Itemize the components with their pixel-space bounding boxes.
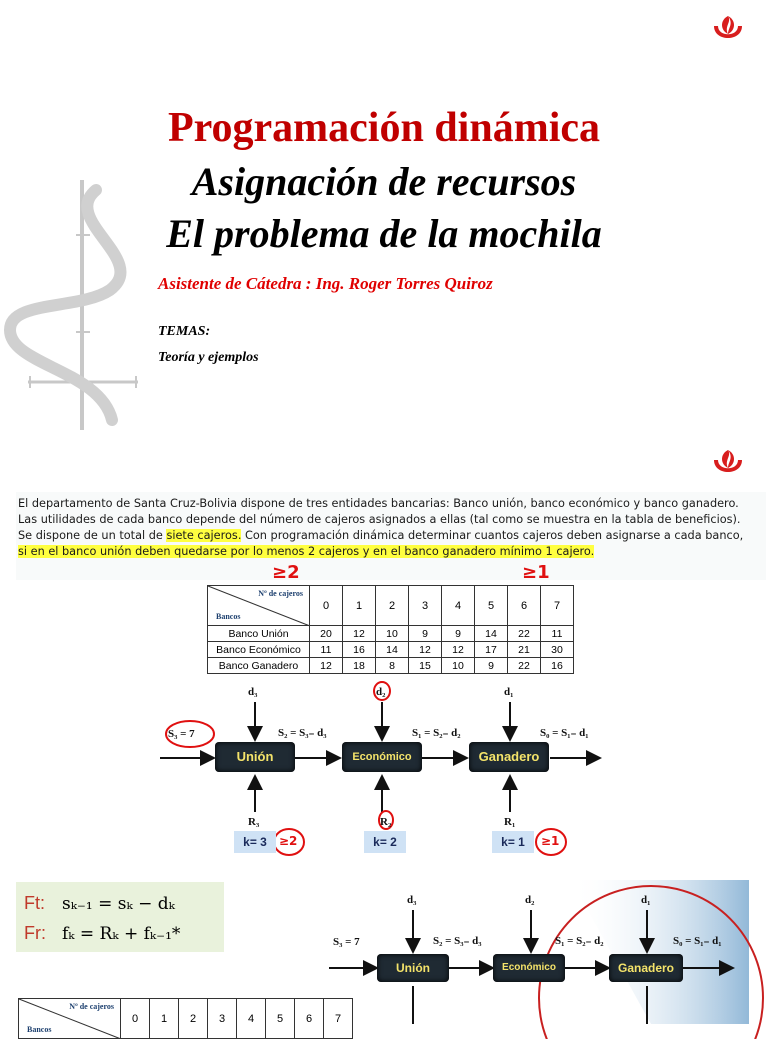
column-header: 3 [208, 999, 237, 1039]
assistant-credit: Asistente de Cátedra : Ing. Roger Torres Quiroz [158, 274, 493, 293]
decision-d1: d₁ [504, 686, 514, 698]
table-cell: 15 [409, 658, 442, 674]
upc-logo-icon [708, 446, 748, 484]
table-cell: 11 [310, 642, 343, 658]
table-corner-header: Nº de cajeros Bancos [208, 586, 310, 626]
table-cell: 12 [442, 642, 475, 658]
stage-economico: Económico [493, 954, 565, 982]
table-cell: 8 [376, 658, 409, 674]
table-cell: 10 [442, 658, 475, 674]
state-s3: S₃ = 7 [333, 936, 360, 948]
recurrence-formulas [16, 882, 224, 952]
table-cell: 12 [409, 642, 442, 658]
table-cell: 21 [508, 642, 541, 658]
title-line-3: El problema de la mochila [166, 211, 602, 256]
table-cell: 14 [475, 626, 508, 642]
stage-union: Unión [377, 954, 449, 982]
state-s1: S₁ = S₂₋ d₂ [555, 935, 604, 947]
table-cell: 14 [376, 642, 409, 658]
state-s2: S₂ = S₃₋ d₃ [433, 935, 482, 947]
column-header: 5 [475, 586, 508, 626]
column-header: 0 [310, 586, 343, 626]
column-header: 2 [179, 999, 208, 1039]
table-cell: 20 [310, 626, 343, 642]
return-r1: R₁ [504, 816, 516, 828]
decision-d2: d₂ [376, 686, 386, 698]
table-cell: 30 [541, 642, 574, 658]
column-header: 6 [508, 586, 541, 626]
bank-name: Banco Ganadero [208, 658, 310, 674]
decision-d3: d₃ [248, 686, 258, 698]
table-row [208, 626, 574, 642]
decision-d3: d₃ [407, 894, 417, 906]
column-header: 5 [266, 999, 295, 1039]
column-header: 0 [121, 999, 150, 1039]
table-cell: 16 [541, 658, 574, 674]
state-s1: S₁ = S₂₋ d₂ [412, 727, 461, 739]
column-header: 3 [409, 586, 442, 626]
table-cell: 9 [442, 626, 475, 642]
title-line-2: Asignación de recursos [191, 159, 577, 204]
problem-line-3-end: Con programación dinámica determinar cuantos cajeros deben asignarse a cada banco, [241, 529, 744, 542]
state-s3: S₃ = 7 [168, 728, 195, 740]
highlight-siete-cajeros: siete cajeros. [166, 529, 242, 542]
fr-label: Fr: [24, 923, 46, 943]
bank-name: Banco Unión [208, 626, 310, 642]
problem-slide [0, 440, 768, 1034]
problem-line-1: El departamento de Santa Cruz-Bolivia dispone de tres entidades bancarias: Banco unión, banco económico y banco ganadero. [18, 497, 739, 510]
k1-label: k= 1 [492, 831, 534, 853]
table-cell: 22 [508, 626, 541, 642]
table-corner-header: Nº de cajeros Bancos [19, 999, 121, 1039]
column-header: 7 [324, 999, 353, 1039]
return-r2: R₂ [380, 816, 392, 828]
return-formula [24, 918, 216, 948]
decision-d2: d₂ [525, 894, 535, 906]
table-cell: 12 [343, 626, 376, 642]
highlight-constraints: si en el banco unión deben quedarse por lo menos 2 cajeros y en el banco ganadero mínimo 1 cajero. [18, 545, 595, 558]
stage-diagram-2 [321, 880, 749, 1024]
fr-expression: fₖ = Rₖ + fₖ₋₁* [62, 924, 181, 944]
title-line-1: Programación dinámica [167, 105, 601, 151]
table-cell: 9 [409, 626, 442, 642]
state-s2: S₂ = S₃₋ d₃ [278, 727, 327, 739]
table-cell: 12 [310, 658, 343, 674]
column-header: 1 [343, 586, 376, 626]
problem-line-3-start: Se dispone de un total de [18, 529, 167, 542]
column-header: 1 [150, 999, 179, 1039]
table-cell: 11 [541, 626, 574, 642]
stage-economico: Económico [342, 742, 422, 772]
benefits-table [207, 585, 574, 674]
table-row [208, 642, 574, 658]
k2-label: k= 2 [364, 831, 406, 853]
return-r3: R₃ [248, 816, 260, 828]
column-header: 2 [376, 586, 409, 626]
title-slide [0, 0, 768, 440]
annotation-k1-ge1: ≥1 [541, 834, 560, 848]
transition-formula [24, 888, 216, 918]
table-row [208, 658, 574, 674]
state-s0: S₀ = S₁₋ d₁ [673, 935, 722, 947]
table-cell: 16 [343, 642, 376, 658]
benefits-table-2 [18, 998, 353, 1039]
annotation-ge1: ≥1 [522, 562, 550, 583]
table-cell: 22 [508, 658, 541, 674]
table-cell: 17 [475, 642, 508, 658]
table-cell: 10 [376, 626, 409, 642]
table-cell: 18 [343, 658, 376, 674]
ft-expression: sₖ₋₁ = sₖ − dₖ [62, 894, 175, 914]
problem-statement [16, 492, 766, 580]
table-cell: 9 [475, 658, 508, 674]
stage-union: Unión [215, 742, 295, 772]
annotation-ge2: ≥2 [272, 562, 300, 583]
column-header: 7 [541, 586, 574, 626]
temas-value: Teoría y ejemplos [158, 350, 259, 365]
state-s0: S₀ = S₁₋ d₁ [540, 727, 589, 739]
annotation-k3-ge2: ≥2 [279, 834, 298, 848]
temas-label: TEMAS: [158, 324, 211, 339]
column-header: 4 [237, 999, 266, 1039]
k3-label: k= 3 [234, 831, 276, 853]
problem-line-4 [18, 544, 766, 560]
problem-line-3 [18, 528, 766, 544]
stage-ganadero: Ganadero [469, 742, 549, 772]
column-header: 4 [442, 586, 475, 626]
ft-label: Ft: [24, 893, 45, 913]
upc-logo-icon [708, 12, 748, 50]
decision-d1: d₁ [641, 894, 651, 906]
stage-ganadero: Ganadero [609, 954, 683, 982]
problem-line-2: Las utilidades de cada banco depende del número de cajeros asignados a ellas (tal como se muestra en la tabla de beneficios). [18, 513, 741, 526]
column-header: 6 [295, 999, 324, 1039]
bank-name: Banco Económico [208, 642, 310, 658]
